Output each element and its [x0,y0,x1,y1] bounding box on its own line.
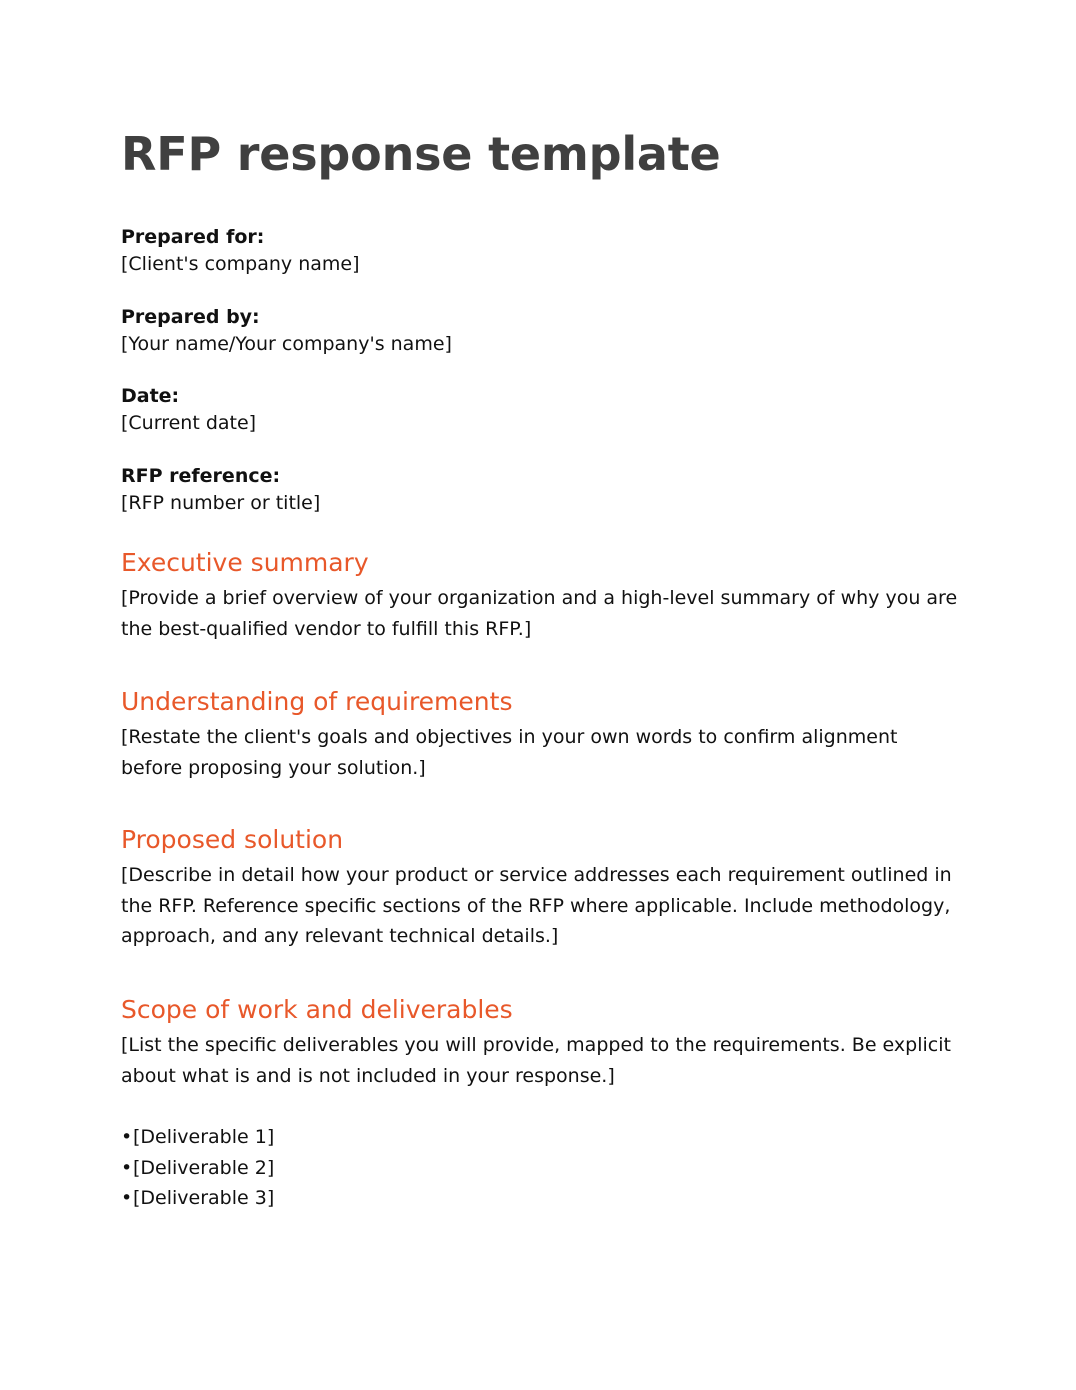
rfp-reference-label: RFP reference: [121,465,281,487]
section-proposed-solution [121,822,961,952]
deliverable-text: [Deliverable 1] [133,1126,275,1148]
prepared-for-value: [Client's company name] [121,253,360,275]
document-title: RFP response template [121,127,721,181]
bullet-icon: • [121,1126,133,1148]
understanding-body: [Restate the client's goals and objectives in your own words to confirm alignment before proposing your solution.] [121,726,898,779]
bullet-icon: • [121,1156,133,1179]
list-item [121,1183,721,1214]
prepared-by-label: Prepared by: [121,306,260,328]
deliverables-list [121,1122,721,1214]
rfp-reference-value: [RFP number or title] [121,492,321,514]
deliverable-text: [Deliverable 3] [133,1187,275,1209]
list-item [121,1122,721,1153]
prepared-for-label: Prepared for: [121,226,265,248]
meta-prepared-by [121,304,961,358]
section-executive-summary [121,545,961,644]
scope-body: [List the specific deliverables you will provide, mapped to the requirements. Be explicit about what is and is not included in your response.] [121,1034,951,1087]
prepared-by-value: [Your name/Your company's name] [121,333,452,355]
scope-heading: Scope of work and deliverables [121,995,513,1024]
executive-summary-body: [Provide a brief overview of your organization and a high-level summary of why you are the best-qualified vendor to fulfill this RFP.] [121,587,958,640]
date-label: Date: [121,385,180,407]
date-value: [Current date] [121,412,257,434]
meta-rfp-reference [121,463,961,517]
meta-date [121,383,961,437]
section-scope [121,992,961,1091]
proposed-solution-body: [Describe in detail how your product or service addresses each requirement outlined in the RFP. Reference specific sections of the RFP where applicable. Include methodology, approach, and any relevant technical details.] [121,864,952,947]
list-item [121,1153,721,1184]
bullet-icon: • [121,1187,133,1209]
section-understanding [121,684,961,783]
proposed-solution-heading: Proposed solution [121,825,344,854]
meta-prepared-for [121,224,961,278]
executive-summary-heading: Executive summary [121,548,369,577]
understanding-heading: Understanding of requirements [121,687,513,716]
deliverable-text: [Deliverable 2] [133,1156,275,1179]
